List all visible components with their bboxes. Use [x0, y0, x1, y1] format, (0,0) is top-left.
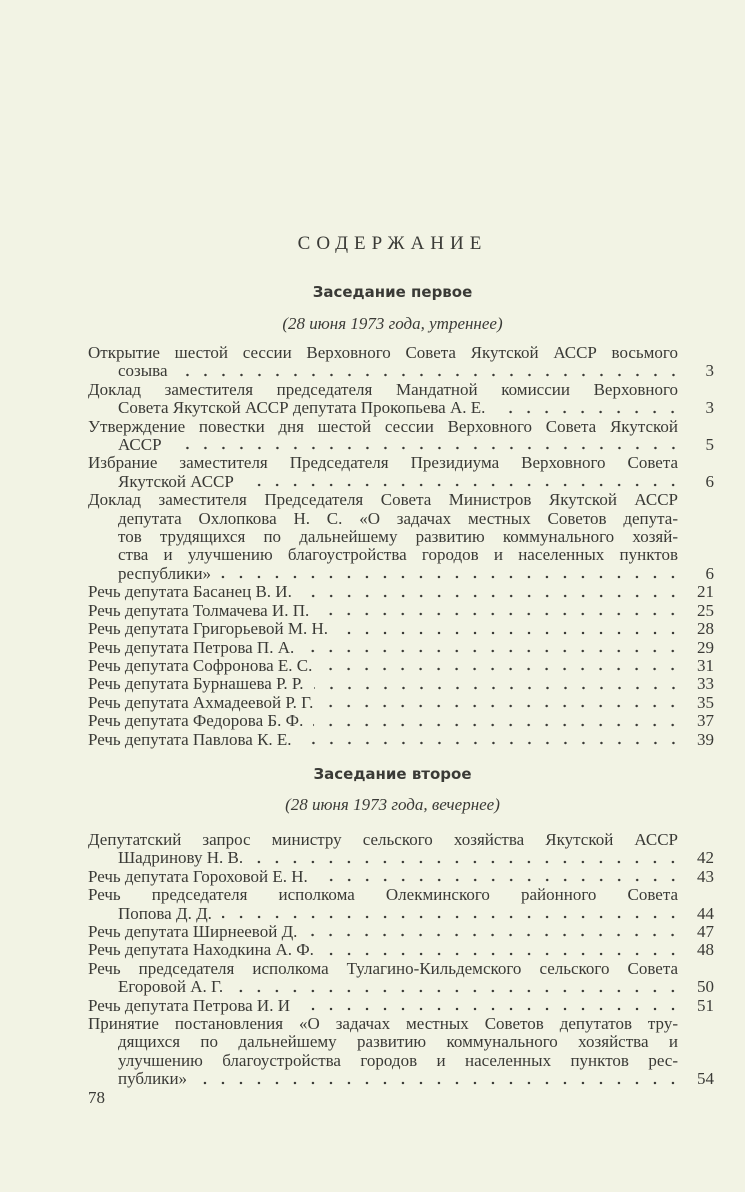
toc-page-number: 50 [697, 977, 714, 997]
toc-entry-line: публики» [118, 1069, 188, 1089]
dot-leader [253, 856, 686, 866]
toc-page-number: 48 [697, 940, 714, 960]
toc-entry-line: Принятие постановления «О задачах местных Советов депутатов тру- [88, 1014, 678, 1034]
toc-entry-line: Речь депутата Федорова Б. Ф. [88, 711, 304, 731]
toc-entry-line: Речь депутата Григорьевой М. Н. [88, 619, 328, 639]
toc-page-number: 5 [705, 435, 714, 455]
dot-leader [222, 911, 686, 921]
toc-entry-line: Якутской АССР [118, 471, 234, 491]
toc-entry-line: Речь депутата Петрова И. И [88, 995, 290, 1015]
toc-entry-line: Шадринову Н. В. [118, 848, 244, 868]
toc-page-number: 54 [697, 1069, 714, 1089]
toc-page-number: 47 [697, 922, 714, 942]
toc-entry-line: Доклад заместителя председателя Мандатной комиссии Верховного [88, 379, 678, 399]
toc-page-number: 51 [697, 995, 714, 1015]
dot-leader [495, 406, 686, 416]
toc-entry [88, 731, 714, 749]
toc-entry-line: Речь депутата Гороховой Е. Н. [88, 866, 308, 886]
toc-entry-line: Речь депутата Петрова П. А. [88, 637, 295, 657]
session-1-heading: Заседание первое [312, 283, 473, 301]
toc-entry-line: депутата Охлопкова Н. С. «О задачах местных Советов депута- [118, 508, 678, 528]
toc-page-number: 44 [697, 903, 714, 923]
dot-leader [302, 737, 686, 747]
toc-page-number: 43 [697, 866, 714, 886]
toc-page-number: 21 [697, 582, 714, 602]
toc-entry [88, 923, 714, 941]
toc-entry [88, 639, 714, 657]
toc-page-number: 31 [697, 655, 714, 675]
toc-entry [88, 694, 714, 712]
dot-leader [307, 929, 686, 939]
toc-entry-line: Речь депутата Басанец В. И. [88, 582, 292, 602]
dot-leader [178, 369, 686, 379]
page-number: 78 [88, 1088, 105, 1107]
toc-entry [88, 1015, 714, 1089]
toc-entry [88, 675, 714, 693]
dot-leader [233, 985, 686, 995]
toc-entry [88, 997, 714, 1015]
toc-page-number: 28 [697, 619, 714, 639]
toc-entry [88, 960, 714, 997]
toc-entry-line: Речь депутата Ширнеевой Д. [88, 922, 298, 942]
dot-leader [197, 1077, 686, 1087]
toc-entry-line: Открытие шестой сессии Верховного Совета Якутской АССР восьмого [88, 343, 678, 362]
toc-entry [88, 583, 714, 601]
toc-page-number: 33 [697, 674, 714, 694]
toc-entry [88, 941, 714, 959]
toc-entry-line: дящихся по дальнейшему развитию коммунального хозяйства и [118, 1032, 678, 1052]
dot-leader [323, 700, 686, 710]
toc-entry-line: Совета Якутской АССР депутата Прокопьева А. Е. [118, 398, 486, 418]
toc-entry-line: Речь депутата Павлова К. Е. [88, 729, 292, 749]
session-1-date: (28 июня 1973 года, утреннее) [282, 314, 503, 333]
toc-page-number: 6 [705, 563, 714, 583]
toc-entry-line: Речь председателя исполкома Тулагино-Кильдемского сельского Совета [88, 958, 678, 978]
toc-entry-line: Речь депутата Ахмадеевой Р. Г. [88, 692, 314, 712]
toc-entry [88, 418, 714, 455]
toc-entry-line: Речь депутата Толмачева И. П. [88, 600, 310, 620]
toc-entry [88, 454, 714, 491]
toc-entry [88, 831, 714, 868]
toc-entry-line: Речь председателя исполкома Олекминского районного Совета [88, 885, 678, 905]
toc-page-number: 3 [705, 361, 714, 381]
dot-leader [304, 645, 686, 655]
dot-leader [244, 479, 686, 489]
toc-section-2 [88, 831, 714, 1089]
toc-entry-line: Депутатский запрос министру сельского хозяйства Якутской АССР [88, 830, 678, 849]
toc-entry [88, 886, 714, 923]
toc-entry-line: Речь депутата Софронова Е. С. [88, 655, 313, 675]
dot-leader [302, 590, 686, 600]
dot-leader [313, 719, 686, 729]
toc-page-number: 39 [697, 729, 714, 749]
toc-entry [88, 712, 714, 730]
dot-leader [324, 948, 686, 958]
toc-page-number: 42 [697, 848, 714, 868]
dot-leader [172, 442, 686, 452]
toc-page-number: 29 [697, 637, 714, 657]
toc-page-number: 3 [705, 398, 714, 418]
session-2-heading: Заседание второе [313, 765, 472, 783]
toc-entry [88, 602, 714, 620]
toc-entry [88, 344, 714, 381]
toc-entry-line: Егоровой А. Г. [118, 977, 224, 997]
toc-entry-line: созыва [118, 361, 168, 381]
toc-entry-line: Утверждение повестки дня шестой сессии Верховного Совета Якутской [88, 416, 678, 436]
toc-entry-line: АССР [118, 435, 162, 455]
dot-leader [322, 663, 686, 673]
toc-entry-line: тов трудящихся по дальнейшему развитию коммунального хозяй- [118, 527, 678, 547]
dot-leader [314, 682, 687, 692]
toc-entry [88, 491, 714, 583]
dot-leader [300, 1003, 686, 1013]
dot-leader [319, 608, 686, 618]
toc-page-number: 6 [705, 471, 714, 491]
toc-section-1 [88, 344, 714, 749]
dot-leader [318, 874, 686, 884]
session-2-date: (28 июня 1973 года, вечернее) [285, 795, 500, 814]
toc-entry-line: Доклад заместителя Председателя Совета Министров Якутской АССР [88, 490, 678, 510]
contents-title: СОДЕРЖАНИЕ [297, 233, 488, 254]
toc-entry-line: Избрание заместителя Председателя Президиума Верховного Совета [88, 453, 678, 473]
toc-entry [88, 657, 714, 675]
toc-entry-line: Речь депутата Бурнашева Р. Р. [88, 674, 304, 694]
toc-entry-line: Речь депутата Находкина А. Ф. [88, 940, 314, 960]
toc-entry-line: улучшению благоустройства городов и населенных пунктов рес- [118, 1050, 678, 1070]
toc-page-number: 25 [697, 600, 714, 620]
toc-page-number: 37 [697, 711, 714, 731]
toc-entry-line: Попова Д. Д. [118, 903, 212, 923]
toc-entry-line: ства и улучшению благоустройства городов и населенных пунктов [118, 545, 678, 565]
toc-entry-line: республики» [118, 563, 212, 583]
toc-entry [88, 620, 714, 638]
toc-page-number: 35 [697, 692, 714, 712]
toc-entry [88, 868, 714, 886]
toc-entry [88, 381, 714, 418]
dot-leader [338, 627, 686, 637]
dot-leader [221, 571, 686, 581]
